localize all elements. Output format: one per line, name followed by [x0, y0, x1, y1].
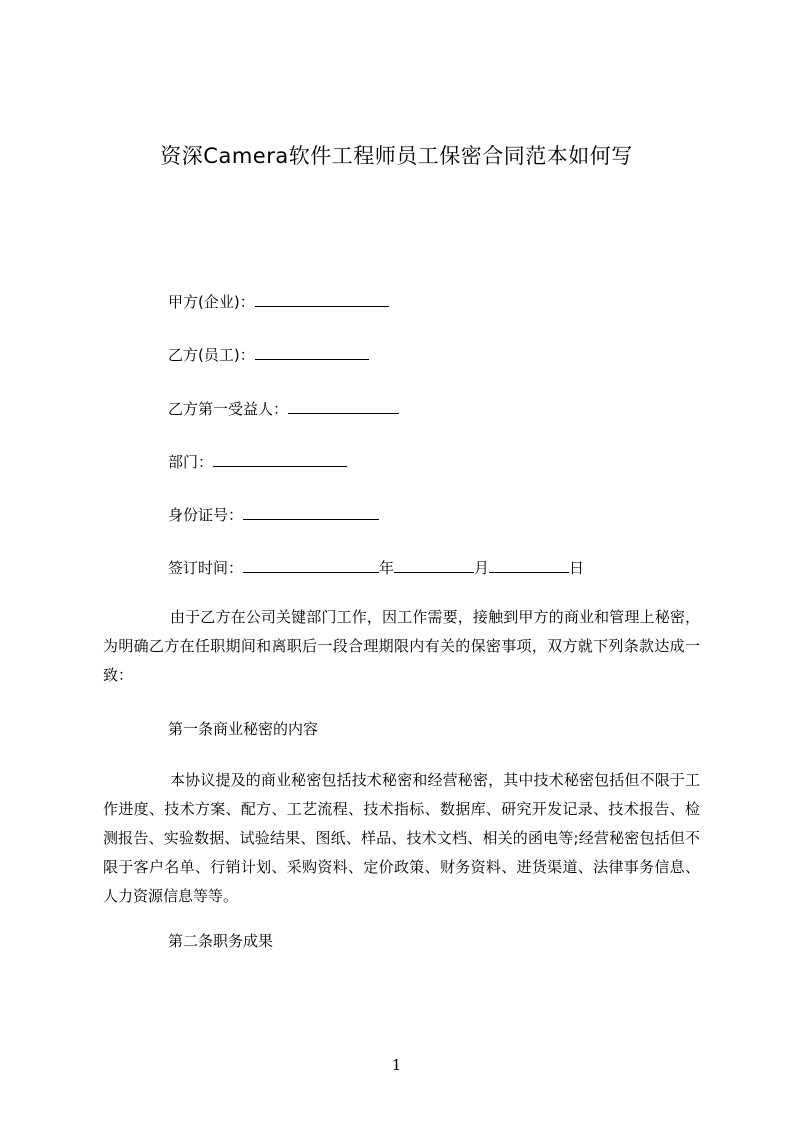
beneficiary-blank[interactable]	[288, 399, 399, 414]
id-number-label: 身份证号：	[168, 506, 244, 524]
beneficiary-label: 乙方第一受益人：	[168, 400, 289, 418]
section-1-body: 本协议提及的商业秘密包括技术秘密和经营秘密，其中技术秘密包括但不限于工作进度、技术方案、配方、工艺流程、技术指标、数据库、研究开发记录、技术报告、检测报告、实验数据、试验结果、图纸、样品、技术文档、相关的函电等;经营秘密包括但不限于客户名单、行销计划、采购资料、定价政策、财务资料、进货渠道、法律事务信息、人力资源信息等等。	[103, 771, 700, 905]
section-2-heading: 第二条职务成果	[168, 932, 274, 950]
signing-day-blank[interactable]	[489, 558, 569, 573]
party-b-label: 乙方(员工)：	[168, 346, 255, 364]
department-label: 部门：	[168, 453, 214, 471]
section-1-heading: 第一条商业秘密的内容	[168, 720, 319, 738]
signing-year-blank[interactable]	[243, 558, 379, 573]
party-b-field	[168, 344, 369, 366]
party-a-blank[interactable]	[255, 292, 389, 307]
intro-paragraph: 由于乙方在公司关键部门工作，因工作需要，接触到甲方的商业和管理上秘密，为明确乙方在任职期间和离职后一段合理期限内有关的保密事项，双方就下列条款达成一致：	[103, 608, 700, 684]
beneficiary-field	[168, 398, 399, 420]
document-title: 资深Camera软件工程师员工保密合同范本如何写	[160, 144, 633, 168]
department-blank[interactable]	[213, 452, 347, 467]
party-b-blank[interactable]	[255, 345, 369, 360]
day-label: 日	[569, 559, 585, 577]
id-number-field	[168, 504, 379, 526]
party-a-field	[168, 291, 389, 313]
signing-time-label: 签订时间：	[168, 559, 244, 577]
signing-month-blank[interactable]	[394, 558, 474, 573]
year-label: 年	[379, 559, 395, 577]
party-a-label: 甲方(企业)：	[168, 293, 255, 311]
page-number: 1	[391, 1056, 402, 1074]
id-number-blank[interactable]	[243, 505, 379, 520]
signing-time-field	[168, 557, 584, 579]
department-field	[168, 451, 347, 473]
month-label: 月	[474, 559, 490, 577]
